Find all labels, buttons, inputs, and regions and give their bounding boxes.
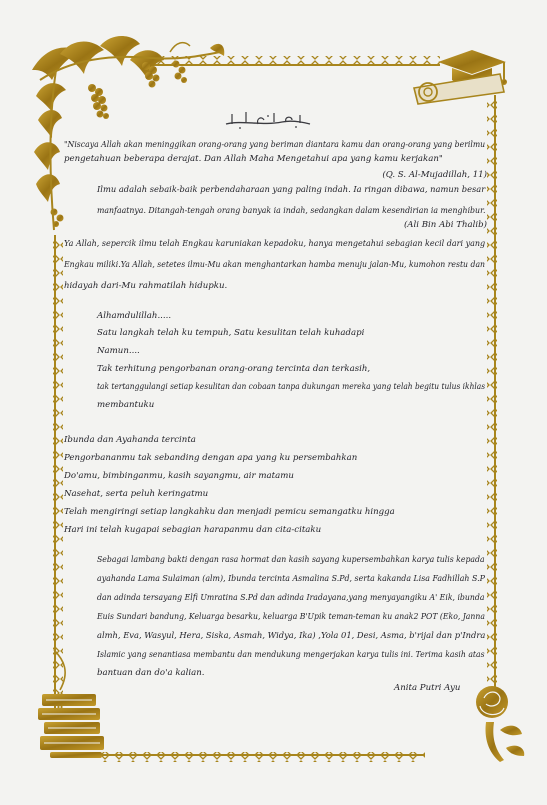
parents-line-3: Do'amu, bimbinganmu, kasih sayangmu, air matamu: [64, 471, 294, 481]
ali-quote-source: (Ali Bin Abi Thalib): [403, 220, 487, 230]
border-right: [487, 95, 497, 700]
parents-line-1: Ibunda dan Ayahanda tercinta: [64, 435, 196, 445]
ali-quote-line-1: Ilmu adalah sebaik-baik perbendaharaan yang paling indah. Ia ringan dibawa, namun besar: [97, 185, 486, 195]
dedication-line-2: ayahanda Lama Sulaiman (alm), Ibunda tercinta Asmalina S.Pd, serta kakanda Lisa Fadhillah S.P: [97, 574, 485, 584]
gratitude-line-4: Tak terhitung pengorbanan orang-orang tercinta dan terkasih,: [97, 364, 371, 374]
gratitude-line-2: Satu langkah telah ku tempuh, Satu kesulitan telah kuhadapi: [97, 328, 365, 338]
prayer-line-2: Engkau miliki.Ya Allah, setetes ilmu-Mu akan menghantarkan hamba menuju jalan-Mu, kumohon restu dan: [64, 260, 486, 270]
dedication-line-7: bantuan dan do'a kalian.: [97, 668, 205, 678]
ali-quote-line-2: manfaatnya. Ditangah-tengah orang banyak ia indah, sedangkan dalam kesendirian ia menghibur.: [97, 206, 486, 216]
parents-line-2: Pengorbananmu tak sebanding dengan apa yang ku persembahkan: [64, 453, 358, 463]
quran-quote-source: (Q. S. Al-Mujadillah, 11): [382, 170, 487, 180]
quran-quote-line-1: "Niscaya Allah akan meninggikan orang-orang yang beriman diantara kamu dan orang-orang yang berilmu: [64, 140, 486, 150]
border-left: [53, 235, 63, 715]
dedication-line-3: dan adinda tersayang Elfi Umratina S.Pd dan adinda Iradayana,yang menyayangiku A' Eik, ibunda: [97, 593, 485, 603]
dedication-line-4: Euis Sundari bandung, Keluarga besarku, keluarga B'Upik teman-teman ku anak2 POT (Eko, Janna: [97, 612, 485, 622]
gratitude-line-6: membantuku: [97, 400, 155, 410]
prayer-line-1: Ya Allah, sepercik ilmu telah Engkau karuniakan kepadoku, hanya mengetahui sebagian kecil dari yang: [64, 239, 486, 249]
prayer-line-3: hidayah dari-Mu rahmatilah hidupku.: [64, 281, 228, 291]
parents-line-4: Nasehat, serta peluh keringatmu: [64, 489, 209, 499]
arabic-calligraphy: [222, 108, 314, 130]
dedication-line-1: Sebagai lambang bakti dengan rasa hormat dan kasih sayang kupersembahkan karya tulis kepada: [97, 555, 485, 565]
quran-quote-line-2: pengetahuan beberapa derajat. Dan Allah Maha Mengetahui apa yang kamu kerjakan": [64, 154, 443, 164]
gratitude-line-1: Alhamdulillah.....: [97, 311, 172, 321]
gratitude-line-5: tak tertanggulangi setiap kesulitan dan cobaan tanpa dukungan mereka yang telah begitu tulus ikhlas: [97, 382, 486, 392]
dedication-line-5: almh, Eva, Wasyul, Hera, Siska, Asmah, Widya, Ika) ,Yola 01, Desi, Asma, b'rijal dan p'Indra: [97, 631, 486, 641]
parents-line-6: Hari ini telah kugapai sebagian harapanmu dan cita-citaku: [64, 525, 322, 535]
author-signature: Anita Putri Ayu: [394, 683, 461, 693]
parents-line-5: Telah mengiringi setiap langkahku dan menjadi pemicu semangatku hingga: [64, 507, 395, 517]
book-stack-icon: [38, 694, 104, 758]
border-bottom: [95, 752, 425, 762]
dedication-line-6: Islamic yang senantiasa membantu dan mendukung mengerjakan karya tulis ini. Terima kasih atas: [97, 650, 485, 660]
gratitude-line-3: Namun....: [97, 346, 140, 356]
